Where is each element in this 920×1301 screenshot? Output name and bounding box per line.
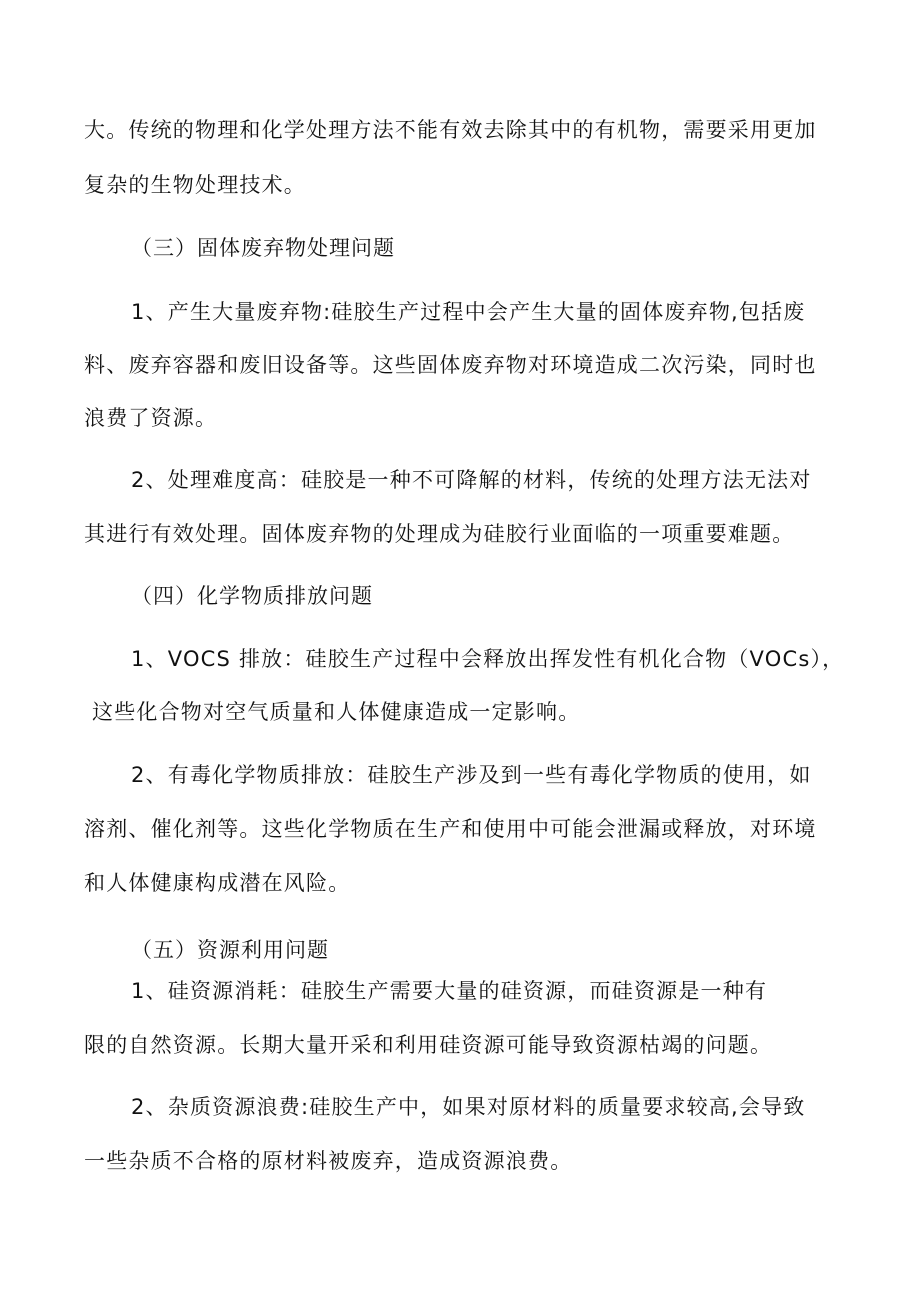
paragraph-line: 这些化合物对空气质量和人体健康造成一定影响。 — [92, 700, 581, 724]
paragraph-line: 一些杂质不合格的原材料被废弃，造成资源浪费。 — [84, 1149, 573, 1173]
paragraph-line: 复杂的生物处理技术。 — [84, 173, 306, 197]
section-heading-3: （三）固体废弃物处理问题 — [131, 236, 395, 260]
paragraph-line: 1、硅资源消耗：硅胶生产需要大量的硅资源，而硅资源是一种有 — [131, 979, 768, 1003]
paragraph-line: 2、杂质资源浪费:硅胶生产中，如果对原材料的质量要求较高,会导致 — [131, 1095, 806, 1119]
paragraph-line: 和人体健康构成潜在风险。 — [84, 871, 351, 895]
paragraph-line: 大。传统的物理和化学处理方法不能有效去除其中的有机物，需要采用更加 — [84, 118, 817, 142]
section-heading-5: （五）资源利用问题 — [131, 938, 329, 962]
paragraph-line: 溶剂、催化剂等。这些化学物质在生产和使用中可能会泄漏或释放，对环境 — [84, 817, 817, 841]
paragraph-line: 其进行有效处理。固体废弃物的处理成为硅胶行业面临的一项重要难题。 — [84, 522, 795, 546]
paragraph-line: 浪费了资源。 — [84, 406, 218, 430]
paragraph-line: 1、产生大量废弃物:硅胶生产过程中会产生大量的固体废弃物,包括废 — [131, 300, 806, 324]
paragraph-line: 1、VOCS 排放：硅胶生产过程中会释放出挥发性有机化合物（VOCs）， — [131, 647, 845, 671]
paragraph-line: 料、废弃容器和废旧设备等。这些固体废弃物对环境造成二次污染，同时也 — [84, 353, 817, 377]
section-heading-4: （四）化学物质排放问题 — [131, 584, 373, 608]
paragraph-line: 2、有毒化学物质排放：硅胶生产涉及到一些有毒化学物质的使用，如 — [131, 763, 812, 787]
paragraph-line: 限的自然资源。长期大量开采和利用硅资源可能导致资源枯竭的问题。 — [84, 1033, 773, 1057]
paragraph-line: 2、处理难度高：硅胶是一种不可降解的材料，传统的处理方法无法对 — [131, 468, 812, 492]
